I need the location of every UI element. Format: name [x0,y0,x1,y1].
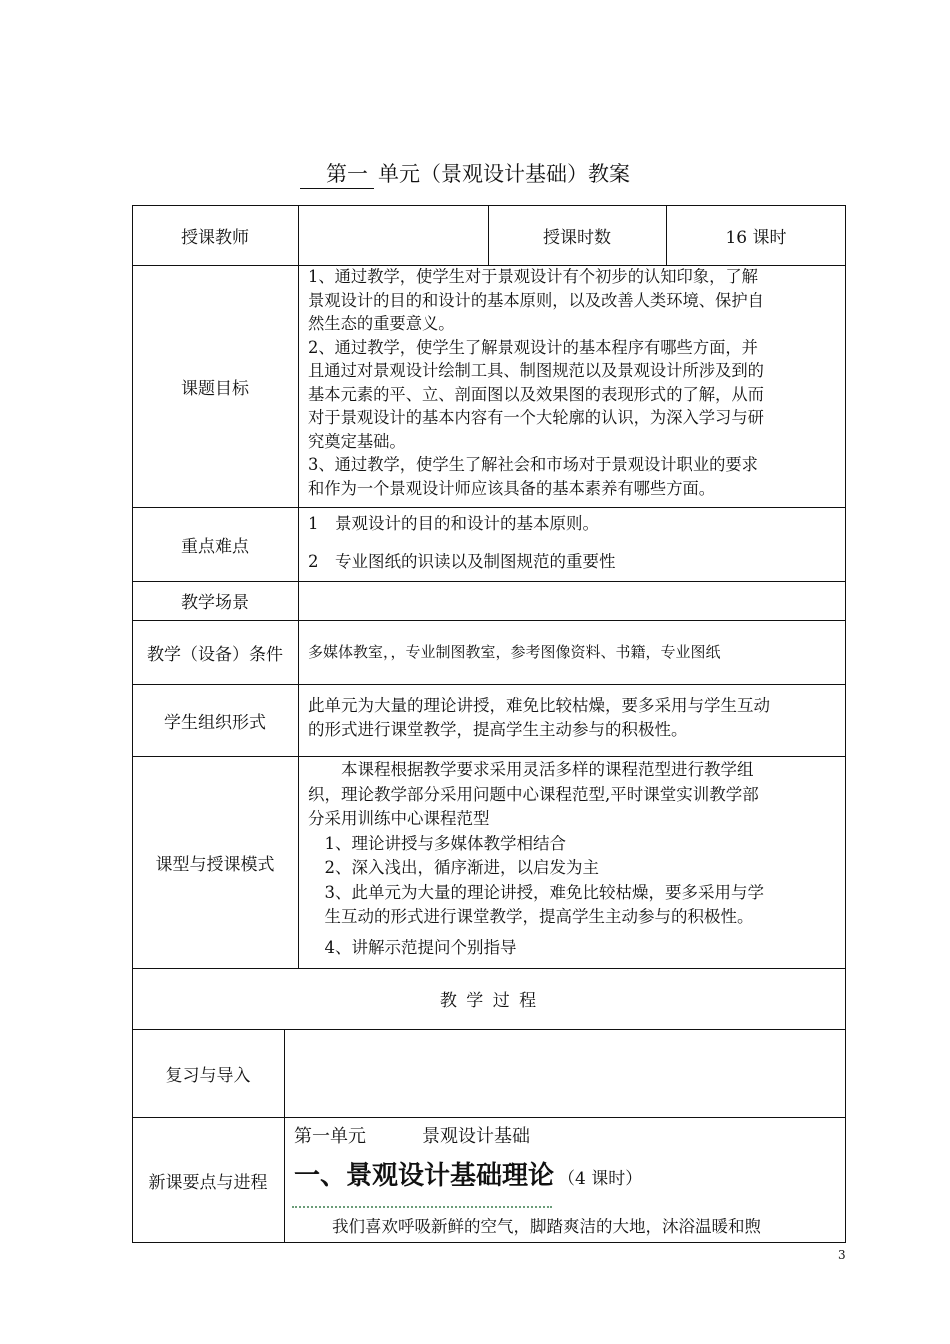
organization-line: 此单元为大量的理论讲授，难免比较枯燥，要多采用与学生互动 [308,696,770,715]
teacher-value [298,205,488,265]
mode-line: 生互动的形式进行课堂教学，提高学生主动参与的积极性。 [308,907,754,926]
heading-underline [292,1206,552,1208]
column-divider [284,1029,285,1243]
objectives-label: 课题目标 [181,378,249,399]
section-heading-text: 一、景观设计基础理论 [294,1161,555,1191]
process-header: 教 学 过 程 [439,991,539,1011]
equipment-label: 教学（设备）条件 [147,644,283,665]
review-label: 复习与导入 [165,1065,251,1086]
objective-line: 究奠定基础。 [308,431,406,451]
objective-line: 2、通过教学，使学生了解景观设计的基本程序有哪些方面，并 [308,337,758,357]
section-heading-note: （4 课时） [558,1169,643,1189]
title-rest: 单元（景观设计基础）教案 [378,162,630,186]
mode-line: 本课程根据教学要求采用灵活多样的课程范型进行教学组 [308,760,754,779]
hours-value: 16 课时 [725,227,787,248]
keypoint-2: 2 专业图纸的识读以及制图规范的重要性 [308,552,616,571]
newlesson-label: 新课要点与进程 [148,1172,268,1193]
mode-line: 1、理论讲授与多媒体教学相结合 [308,833,566,853]
title-prefix: 第一 [300,158,374,189]
keypoints-label: 重点难点 [181,536,249,557]
objective-line: 和作为一个景观设计师应该具备的基本素养有哪些方面。 [308,478,716,498]
hours-label: 授课时数 [543,227,611,248]
teacher-label: 授课教师 [181,227,249,248]
objective-line: 1、通过教学，使学生对于景观设计有个初步的认知印象，了解 [308,267,758,286]
section-heading [294,1161,839,1192]
unit-heading [294,1125,834,1149]
organization-line: 的形式进行课堂教学，提高学生主动参与的积极性。 [308,719,688,739]
organization-label: 学生组织形式 [164,712,266,733]
mode-line: 3、此单元为大量的理论讲授，难免比较枯燥，要多采用与学 [308,882,764,902]
objective-line: 对于景观设计的基本内容有一个大轮廓的认识，为深入学习与研 [308,408,764,427]
objective-line: 景观设计的目的和设计的基本原则，以及改善人类环境、保护自 [308,290,764,310]
lesson-body: 我们喜欢呼吸新鲜的空气，脚踏爽洁的大地，沐浴温暖和煦 [332,1217,761,1236]
column-divider [298,205,299,968]
unit-number: 第一单元 [294,1126,366,1147]
mode-line: 分采用训练中心课程范型 [308,809,490,828]
unit-title: 景观设计基础 [422,1126,530,1147]
equipment-value: 多媒体教室，，专业制图教室，参考图像资料、书籍，专业图纸 [308,643,721,661]
mode-line: 4、讲解示范提问个别指导 [308,937,517,957]
mode-line: 织，理论教学部分采用问题中心课程范型,平时课堂实训教学部 [308,784,759,804]
objectives-text [308,265,843,500]
mode-text [308,758,843,960]
objective-line: 且通过对景观设计绘制工具、制图规范以及景观设计所涉及到的 [308,361,764,380]
objective-line: 基本元素的平、立、剖面图以及效果图的表现形式的了解，从而 [308,384,764,404]
objective-line: 然生态的重要意义。 [308,314,455,333]
organization-text [308,694,843,741]
mode-label: 课型与授课模式 [155,854,275,875]
page-number: 3 [838,1248,846,1262]
keypoint-1: 1 景观设计的目的和设计的基本原则。 [308,514,599,533]
scene-label: 教学场景 [181,593,249,613]
mode-line: 2、深入浅出，循序渐进，以启发为主 [308,858,599,877]
objective-line: 3、通过教学，使学生了解社会和市场对于景观设计职业的要求 [308,455,758,474]
document-title [300,158,720,189]
